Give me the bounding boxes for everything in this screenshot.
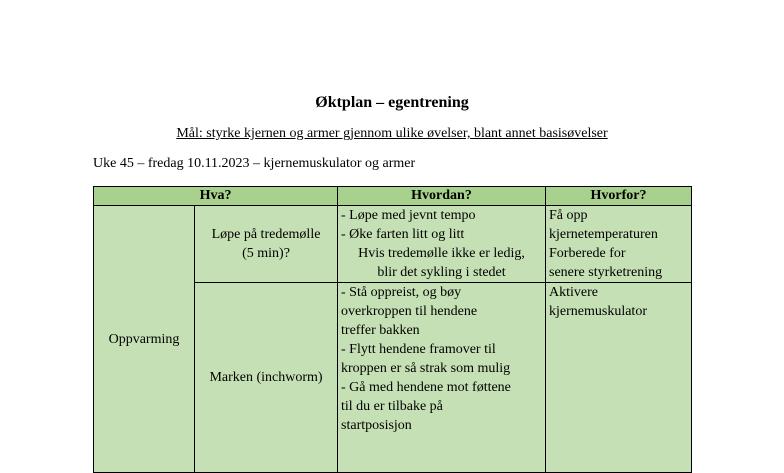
phase-cell: Oppvarming	[94, 206, 195, 473]
how-cell	[338, 283, 546, 473]
header-how: Hvordan?	[338, 187, 546, 206]
why-line: kjernemuskulator	[549, 304, 647, 319]
how-line: - Stå oppreist, og bøy	[341, 285, 462, 300]
why-line: kjernetemperaturen	[549, 227, 658, 242]
how-line: overkroppen til hendene	[341, 304, 478, 319]
exercise-cell	[195, 283, 338, 473]
exercise-line: (5 min)?	[242, 246, 290, 261]
how-line: Hvis tredemølle ikke er ledig,	[358, 246, 525, 261]
exercise-line: Marken (inchworm)	[209, 370, 323, 385]
why-line: Forberede for	[549, 246, 626, 261]
why-line: senere styrketrening	[549, 265, 663, 280]
document-title: Øktplan – egentrening	[315, 94, 469, 111]
table-row	[94, 206, 692, 283]
how-line: - Gå med hendene mot føttene	[341, 380, 511, 395]
why-cell	[546, 283, 692, 473]
how-line: startposisjon	[341, 418, 412, 433]
header-why: Hvorfor?	[546, 187, 692, 206]
why-cell	[546, 206, 692, 283]
how-line: - Løpe med jevnt tempo	[341, 208, 476, 223]
exercise-cell	[195, 206, 338, 283]
how-cell	[338, 206, 546, 283]
how-line: til du er tilbake på	[341, 399, 443, 414]
goal-text: Mål: styrke kjernen og armer gjennom ulike øvelser, blant annet basisøvelser	[176, 126, 608, 141]
week-line: Uke 45 – fredag 10.11.2023 – kjernemuskulator og armer	[93, 156, 416, 171]
table-header-row	[94, 187, 692, 206]
how-line: kroppen er så strak som mulig	[341, 361, 511, 376]
how-line: - Øke farten litt og litt	[341, 227, 465, 242]
exercise-line: Løpe på tredemølle	[211, 227, 321, 242]
how-line: blir det sykling i stedet	[377, 265, 506, 280]
why-line: Aktivere	[549, 285, 598, 300]
why-line: Få opp	[549, 208, 588, 223]
how-line: - Flytt hendene framover til	[341, 342, 496, 357]
workout-table	[93, 186, 692, 473]
how-line: treffer bakken	[341, 323, 420, 338]
header-what: Hva?	[94, 187, 338, 206]
